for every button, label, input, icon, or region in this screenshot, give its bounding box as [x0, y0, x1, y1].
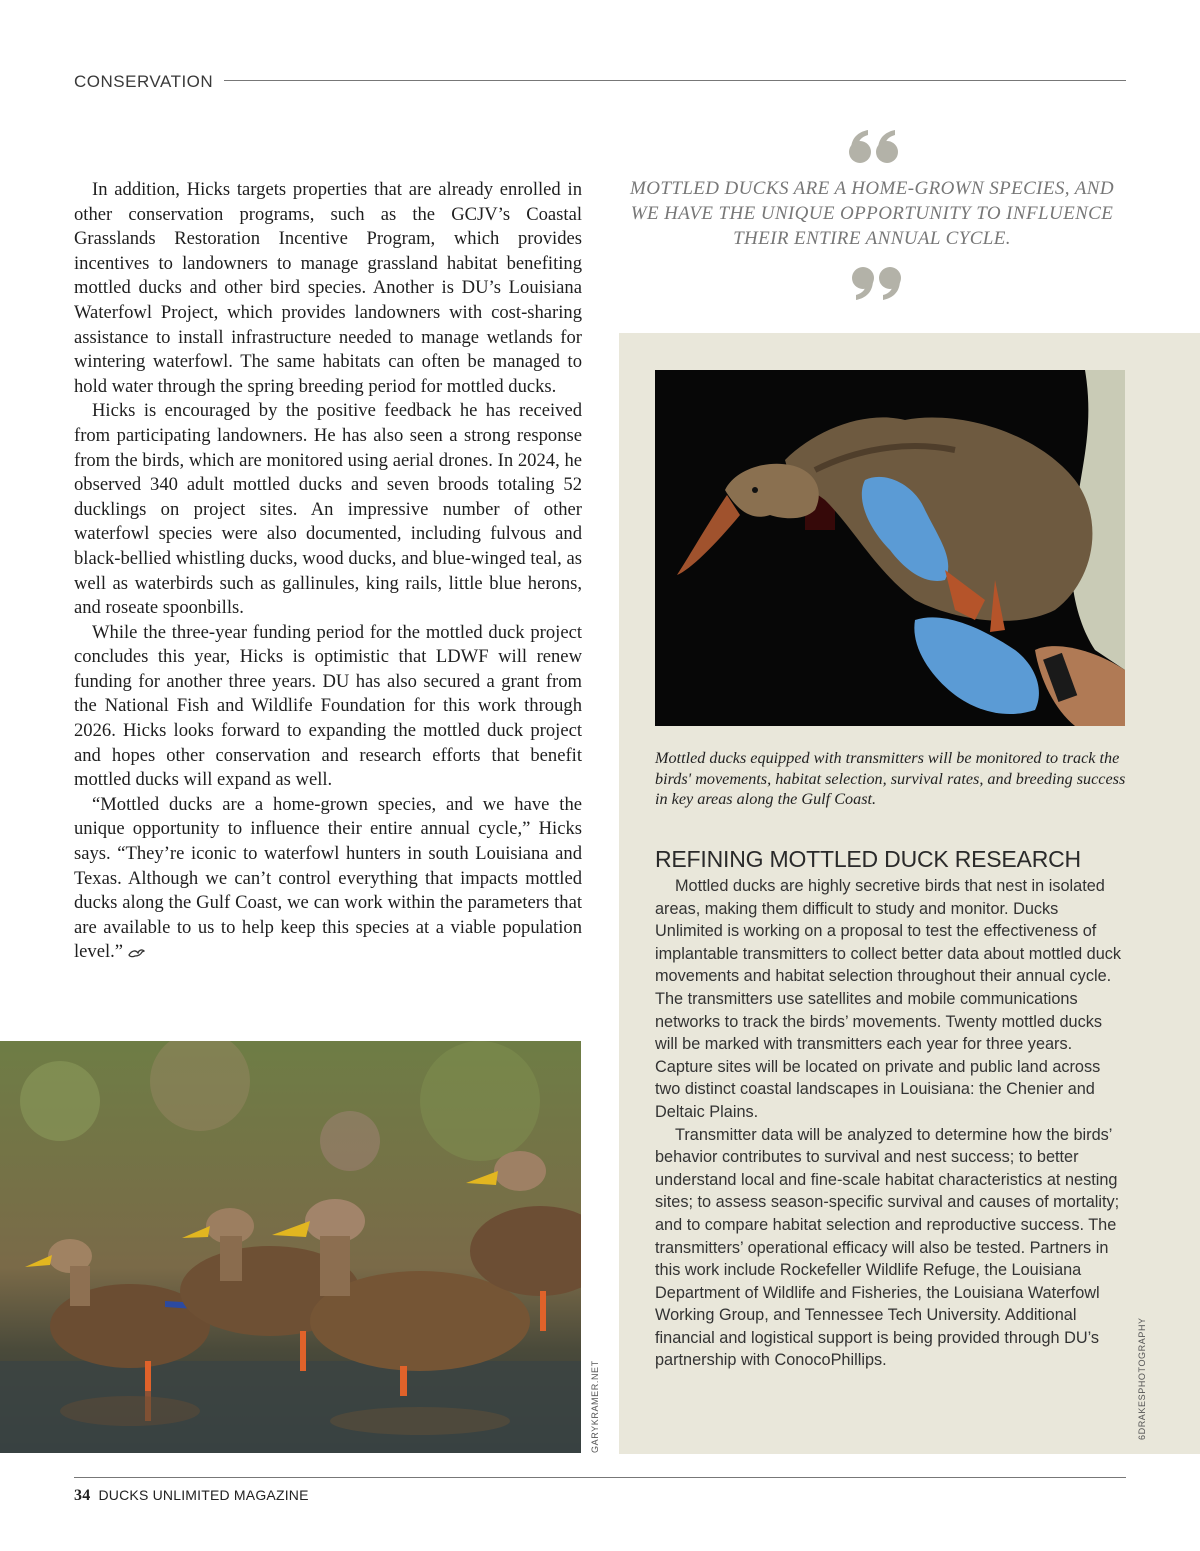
page-number: 34: [74, 1487, 91, 1504]
body-paragraph-2: Hicks is encouraged by the positive feedback he has received from participating landowners. He has also seen a strong response from the birds, which are monitored using aerial drones. In 2024, he observed 340 adult mottled ducks and seven broods totaling 52 ducklings on project sites. An impressive number of other waterfowl species were also documented, including fulvous and black-bellied whistling ducks, wood ducks, and blue-winged teal, as well as waterbirds such as gallinules, king rails, little blue herons, and roseate spoonbills.: [74, 400, 582, 619]
photo-mottled-ducks: [0, 1041, 581, 1453]
pull-quote: MOTTLED DUCKS ARE A HOME-GROWN SPECIES, AND WE HAVE THE UNIQUE OPPORTUNITY TO INFLUENCE THEIR ENTIRE ANNUAL CYCLE.: [630, 178, 1114, 249]
body-paragraph-4: [74, 793, 582, 965]
body-paragraph-3: While the three-year funding period for the mottled duck project concludes this year, Hicks is optimistic that LDWF will renew funding for another three years. DU has also secured a grant from the National Fish and Wildlife Foundation for this work through 2026. Hicks looks forward to expanding the mottled duck project and hopes other conservation and research efforts that benefit mottled ducks will expand as well.: [74, 621, 582, 791]
sidebar-paragraph-1: Mottled ducks are highly secretive birds that nest in isolated areas, making them difficult to study and monitor. Ducks Unlimited is working on a proposal to test the effectiveness of implantable transmitters to collect better data about mottled duck movements and habitat selection throughout their annual cycle. The transmitters use satellites and mobile communications networks to track the birds’ movements. Twenty mottled ducks will be marked with transmitters each year for three years. Capture sites will be located on private and public land across two distinct coastal landscapes in Louisiana: the Chenier and Deltaic Plains.: [655, 877, 1122, 1121]
footer: [74, 1487, 309, 1505]
section-label: CONSERVATION: [74, 72, 214, 91]
open-quote-icon: [846, 126, 906, 166]
publication-name: DUCKS UNLIMITED MAGAZINE: [98, 1487, 309, 1503]
header-rule: [224, 80, 1126, 81]
body-paragraph-4-text: “Mottled ducks are a home-grown species, and we have the unique opportunity to influence their entire annual cycle,” Hicks says. “They’re iconic to waterfowl hunters in south Louisiana and Texas. Although we can’t control everything that impacts mottled ducks along the Gulf Coast, we can work within the parameters that are available to us to help keep this species at a viable population level.”: [74, 793, 582, 963]
sidebar-paragraph-2: Transmitter data will be analyzed to determine how the birds’ behavior contributes to survival and nest success; to better understand local and fine-scale habitat characteristics at nesting sites; to assess season-specific survival and causes of mortality; and to compare habitat selection and reproductive success. The transmitters’ operational efficacy will also be tested. Partners in this work include Rockefeller Wildlife Refuge, the Louisiana Department of Wildlife and Fisheries, the Louisiana Waterfowl Working Group, and Tennessee Tech University. Additional financial and logistical support is being provided through DU’s partnership with ConocoPhillips.: [655, 1125, 1120, 1370]
photo-credit-ducks: GARYKRAMER.NET: [590, 1360, 600, 1453]
sidebar-title: REFINING MOTTLED DUCK RESEARCH: [655, 846, 1081, 872]
photo-credit-sidebar: 6DRAKESPHOTOGRAPHY: [1137, 1317, 1147, 1440]
photo-duck-handled: [655, 370, 1125, 726]
footer-rule: [74, 1477, 1126, 1478]
end-mark-duck-icon: [127, 945, 147, 959]
close-quote-icon: [846, 264, 906, 304]
sidebar-body: [655, 875, 1125, 1372]
article-body: [74, 178, 582, 965]
photo-caption: Mottled ducks equipped with transmitters will be monitored to track the birds' movements, habitat selection, survival rates, and breeding success in key areas along the Gulf Coast.: [655, 749, 1126, 808]
body-paragraph-1: In addition, Hicks targets properties that are already enrolled in other conservation programs, such as the GCJV’s Coastal Grasslands Restoration Incentive Program, which provides incentives to landowners to manage grassland habitat benefiting mottled ducks and other bird species. Another is DU’s Louisiana Waterfowl Project, which provides landowners with cost-sharing assistance to install infrastructure needed to manage wetlands for wintering waterfowl. The same habitats can often be managed to hold water through the spring breeding period for mottled ducks.: [74, 179, 582, 397]
